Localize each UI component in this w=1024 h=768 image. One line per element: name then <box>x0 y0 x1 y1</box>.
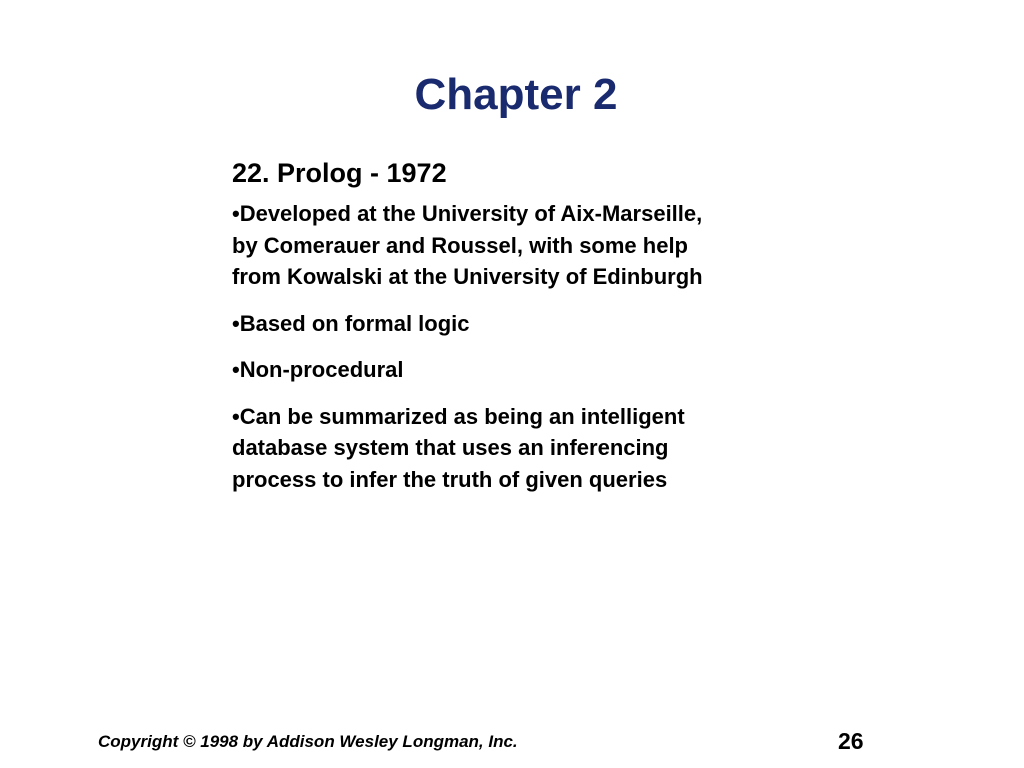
bullet-line: •Developed at the University of Aix-Marseille, <box>232 201 703 226</box>
bullet-line: by Comerauer and Roussel, with some help <box>232 232 688 258</box>
bullet-developed <box>232 198 832 293</box>
slide-content <box>232 154 832 510</box>
bullet-line: process to infer the truth of given queries <box>232 466 668 492</box>
slide-title: Chapter 2 <box>414 70 618 119</box>
bullet-summarized <box>232 401 832 496</box>
page-number: 26 <box>838 728 864 754</box>
bullet-line: •Can be summarized as being an intelligent <box>232 403 685 429</box>
bullet-line: database system that uses an inferencing <box>232 435 669 460</box>
copyright-notice: Copyright © 1998 by Addison Wesley Longman, Inc. <box>98 732 518 751</box>
bullet-line: •Based on formal logic <box>232 310 470 336</box>
bullet-line: from Kowalski at the University of Edinburgh <box>232 264 703 289</box>
bullet-line: •Non-procedural <box>232 357 404 382</box>
bullet-formal-logic <box>232 308 832 340</box>
bullet-non-procedural <box>232 354 832 386</box>
section-heading: 22. Prolog - 1972 <box>232 158 447 188</box>
